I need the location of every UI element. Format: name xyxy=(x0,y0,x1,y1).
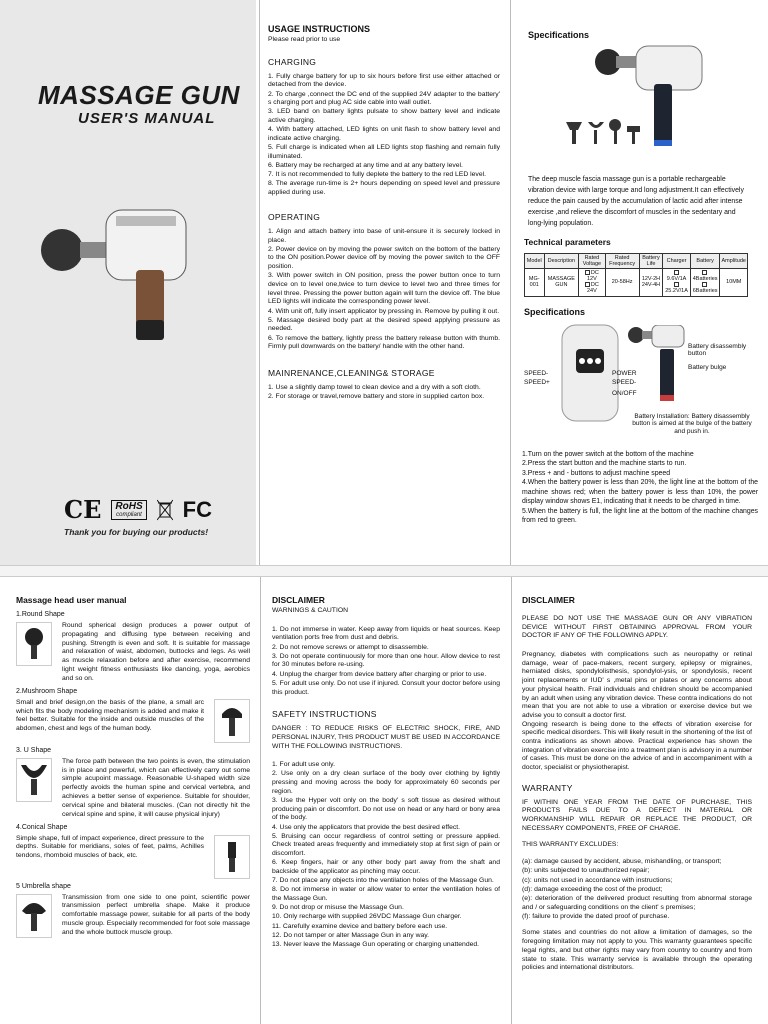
umbrella-head-icon xyxy=(16,894,52,938)
conical-head-icon xyxy=(214,835,250,879)
specifications-title: Specifications xyxy=(528,30,590,40)
warranty-excludes-list: (a): damage caused by accident, abuse, mishandling, or transport; (b): units subjected to unauthorized repair; (c): units not used in accordance with instructions; (d): damage exceeding the cost of the product; (e): deterioration of the delivered product resulting from abnormal storage and / or safeguarding conditions on the client' s premises; (f): failure to provide the dated proof of purchase. xyxy=(522,858,752,920)
warnings-list: 1. Do not immerse in water. Keep away from liquids or heat sources. Keep ventilation ports free from dust and debris. 2. Do not remove screws or attempt to disassemble. 3. Do not operate continuously for more than one hour. Allow device to rest for 30 minutes before re-using. 4. Unplug the charger from device battery after charging or prior to use. 5. For adult use only. Do not use if injured. Consult your doctor before using this product. xyxy=(272,625,500,696)
thanks-note: Thank you for buying our products! xyxy=(64,527,209,537)
usage-note: Please read prior to use xyxy=(268,36,341,43)
weee-bin-icon xyxy=(157,499,173,521)
disclaimer-title: DISCLAIMER xyxy=(272,595,325,605)
warranty-excludes-title: THIS WARRANTY EXCLUDES: xyxy=(522,841,619,849)
usage-title: USAGE INSTRUCTIONS xyxy=(268,24,371,34)
warranty-heading: WARRANTY xyxy=(522,782,573,793)
head-conical: Simple shape, full of impact experience, direct pressure to the depths. Suitable for meridians, soles of feet, palms, Achilles tendons, rhomboid muscles of back, etc. xyxy=(16,835,250,879)
head-u-name: 3. U Shape xyxy=(16,746,52,754)
safety-list: 1. For adult use only. 2. Use only on a dry clean surface of the body over clothing by lightly pressing and moving across the body for approximately 60 seconds per region. 3. Use the Hyper volt only on the body' s soft tissue as desired without producing pain or discomfort. Do not use on head or any hard or bony area of the body. 4. Use only the applicators that provide the best desired effect. 5. Bruising can occur regardless of control setting or pressure applied. Check treated areas frequently and immediately stop at first sign of pain or discomfort. 6. Keep fingers, hair or any other body part away from the shaft and backside of the applicator as pinching may occur. 7. Do not place any objects into the ventilation holes of the Massage Gun. 8. Do not immerse in water or allow water to enter the ventilation holes of the Massage Gun. 9. Do not drop or misuse the Massage Gun. 10. Only recharge with supplied 26VDC Massage Gun charger. 11. Carefully examine device and battery before each use. 12. Do not tamper or alter Massage Gun in any way. 13. Never leave the Massage Gun operating or charging unattended. xyxy=(272,761,500,948)
warnings-subtitle: WARNINGS & CAUTION xyxy=(272,607,349,614)
product-photo xyxy=(520,44,760,162)
disclaimer-intro: PLEASE DO NOT USE THE MASSAGE GUN OR ANY VIBRATION DEVICE WITHOUT FIRST OBTAINING APPROVAL FROM YOUR DOCTOR IF ANY OF THE FOLLOWING APPLY. xyxy=(522,615,752,640)
head-umbrella: Transmission from one side to one point, scientific power transmission perfect umbrella shape. Make it produce comfortable massage power, suitable for all parts of the body muscle group. Especially recommended for foot sole massage and the whole buttock muscle group. xyxy=(16,894,250,938)
tech-params-table: Model Description Rated Voltage Rated Frequency Battery Life Charger Battery Amplitude MG-001 MASSAGE GUN DC 12V DC 24V 20-58Hz 12V-2H 24V-4H 9.6V/1A 25.2V/1A 4Batteries 6Batteries 10MM xyxy=(524,253,748,296)
speed-minus-label-2: SPEED- xyxy=(612,378,637,386)
cover-title: MASSAGE GUN xyxy=(38,80,240,110)
charging-list: 1. Fully charge battery for up to six hours before first use either attached or detached from the device. 2. To charge ,connect the DC end of the supplied 24V adapter to the battery' s charging port and plug AC side cable into wall outlet. 3. LED band on battery lights pulsate to show battery level and indicate active charging. 4. With battery attached, LED lights on unit flash to show battery level and indicate active charging. 5. Full charge is indicated when all LED lights stop flashing and remain fully illuminated. 6. Battery may be recharged at any time and at any battery level. 7. It is not recommended to fully deplete the battery to the red LED level. 8. The average run-time is 2+ hours depending on speed level and pressure applied during use. xyxy=(268,72,500,197)
head-mushroom: Small and brief design,on the basis of the plane, a small arc which fits the body modeling mechanism is added and make it feel better. Suitable for the inside and outside muscles of the abdomen, chest and legs of the human body. xyxy=(16,699,250,743)
manual-page-back xyxy=(0,576,768,1024)
u-shape-head-icon xyxy=(16,758,52,802)
head-round: Round spherical design produces a power output of propagating and diffusing type between receiving and pushing. Strength is even and soft. It is suitable for massage and relaxation of waist, abdomen, buttocks and legs. As well as muscle relaxation before and after exercise, recommend light weight fitness enthusiasts like dancing, yoga, aerobics and so on. xyxy=(16,622,250,684)
ce-mark: CE xyxy=(64,495,102,524)
head-u: The force path between the two points is even, the stimulation is in place and powerful, which can effectively carry out some simple acupoint massage. Reasonable U-shaped width size perfectly avoids the human spine and cervical vertebra, and achieves a better sense of experience. Suitable for shoulder, cervical spine and bilateral muscles. (Can not directly hit the cervical spine and spine, it will cause physical injury) xyxy=(16,758,250,820)
disclaimer-title-2: DISCLAIMER xyxy=(522,595,575,605)
operating-list: 1. Align and attach battery into base of unit-ensure it is securely locked in place. 2. Power device on by moving the power switch on the bottom of the battery to the ON position.Power device off by moving the power switch to the OFF position. 3. With power switch in ON position, press the power button once to turn device on to level one,twice to turn device to level two and three times for level three. Pressing the power button again will turn the device off. The blue LED lights will indicate the corresponding power level. 4. With unit off, fully insert applicator by pressing in. Remove by pulling it out. 5. Massage desired body part at the desired speed applying pressure as needed. 6. To remove the battery, lightly press the battery release button with thumb. Firmly pull downwards on the battery/ handle with the other hand. xyxy=(268,227,500,351)
controls-diagram xyxy=(520,321,760,436)
power-label: POWER xyxy=(612,369,637,377)
tech-params-title: Technical parameters xyxy=(524,237,611,248)
speed-minus-label: SPEED- xyxy=(524,369,549,377)
head-umbrella-name: 5 Umbrella shape xyxy=(16,882,71,890)
usage-instructions-column xyxy=(268,0,500,565)
cover-panel xyxy=(0,0,256,565)
round-head-icon xyxy=(16,622,52,666)
operating-heading: OPERATING xyxy=(268,211,321,222)
disclaimer-warnings-column xyxy=(272,577,500,1024)
battery-bulge-label: Battery bulge xyxy=(688,363,727,371)
charging-heading: CHARGING xyxy=(268,56,317,67)
mushroom-head-icon xyxy=(214,699,250,743)
rohs-mark: RoHS compliant xyxy=(111,500,146,520)
massage-gun-illustration xyxy=(36,150,196,350)
head-round-name: 1.Round Shape xyxy=(16,611,65,618)
specifications-column xyxy=(520,0,760,565)
danger-note: DANGER : TO REDUCE RISKS OF ELECTRIC SHOCK, FIRE, AND PERSONAL INJURY, THIS PRODUCT MUST BE USED IN ACCORDANCE WITH THE FOLLOWING INSTRUCTIONS. xyxy=(272,725,500,750)
warranty-text: IF WITHIN ONE YEAR FROM THE DATE OF PURCHASE, THIS PRODUCTS FAILS DUE TO A DEFECT IN MATERIAL OR WORKMANSHIP WILL REPAIR OR REPLACE THE PRODUCT, OR NECESSARY COMPONENTS, FREE OF CHARGE. xyxy=(522,798,752,832)
specifications-title-2: Specifications xyxy=(524,306,586,317)
disclaimer-warranty-column xyxy=(522,577,752,1024)
product-description: The deep muscle fascia massage gun is a portable rechargeable vibration device with large torque and long adjustment.It can effectively reduce the pain caused by the accumulation of lactic acid after intense exercise ,and relieve the discomfort of muscles in the sedentary and long-lying population. xyxy=(528,176,744,228)
disclaimer-body: Pregnancy, diabetes with complications such as neuropathy or retinal damage, wear of pace-makers, recent surgery, epilepsy or migraines, herniated disks, spondylolisthesis, spondylol-ysis, or spondylosis, recent joint replacements or IUD' s ,metal pins or plates or any concerns about your physical health. Frail individuals and children should be accompanied by an adult when using any vibration device. These contra indications do not mean that you are not able to use a vibration or exercise device but we advise you to consult a doctor first. xyxy=(522,651,752,719)
massage-heads-title: Massage head user manual xyxy=(16,595,127,605)
battery-install-note: Battery Installation: Battery disassembly button is aimed at the bulge of the battery and push in. xyxy=(632,412,752,436)
certification-logos xyxy=(64,495,212,524)
onoff-label: ON/OFF xyxy=(612,389,637,397)
fcc-mark: FC xyxy=(182,496,212,522)
maintenance-list: 1. Use a slightly damp towel to clean device and a dry with a soft cloth. 2. For storage or travel,remove battery and store in supplied carton box. xyxy=(268,383,485,401)
warranty-closing: Some states and countries do not allow a limitation of damages, so the foregoing limitation may not apply to you. This warranty guarantees specific legal rights, and but other rights may vary from country to country and from state to state. This warranty service is available through the operating policies and international distributors. xyxy=(522,929,752,972)
battery-disassembly-illustration xyxy=(626,325,696,405)
safety-heading: SAFETY INSTRUCTIONS xyxy=(272,709,377,720)
battery-disassembly-label: Battery disassembly button xyxy=(688,342,747,358)
maintenance-heading: MAINRENANCE,CLEANING& STORAGE xyxy=(268,367,435,378)
speed-plus-label: SPEED+ xyxy=(524,378,550,386)
head-conical-name: 4.Conical Shape xyxy=(16,823,68,831)
massage-heads-column xyxy=(16,577,250,1024)
head-mushroom-name: 2.Mushroom Shape xyxy=(16,687,78,695)
cover-subtitle: USER'S MANUAL xyxy=(78,110,216,127)
page-gap xyxy=(0,566,768,576)
operation-steps: 1.Turn on the power switch at the bottom of the machine 2.Press the start button and the machine starts to run. 3.Press + and - buttons to adjust machine speed 4.When the battery power is less than 20%, the light line at the bottom of the machine shows red; when the battery power is less than 10%, the power display window shows E1, indicating that it needs to be charged in time. 5.When the battery is full, the light line at the bottom of the machine changes from red to green. xyxy=(522,450,758,525)
disclaimer-body-2: Ongoing research is being done to the effects of vibration exercise for specific medical disorders. This will likely result in the shortening of the list of contra indications as shown above. Practical experience has shown the integration of vibration exercise into a treatment plan is advisory in a number of cases. This must be done on the advice of and in accompaniment with a doctor, specialist or physiotherapist. xyxy=(522,720,752,771)
control-panel-illustration xyxy=(560,323,620,423)
